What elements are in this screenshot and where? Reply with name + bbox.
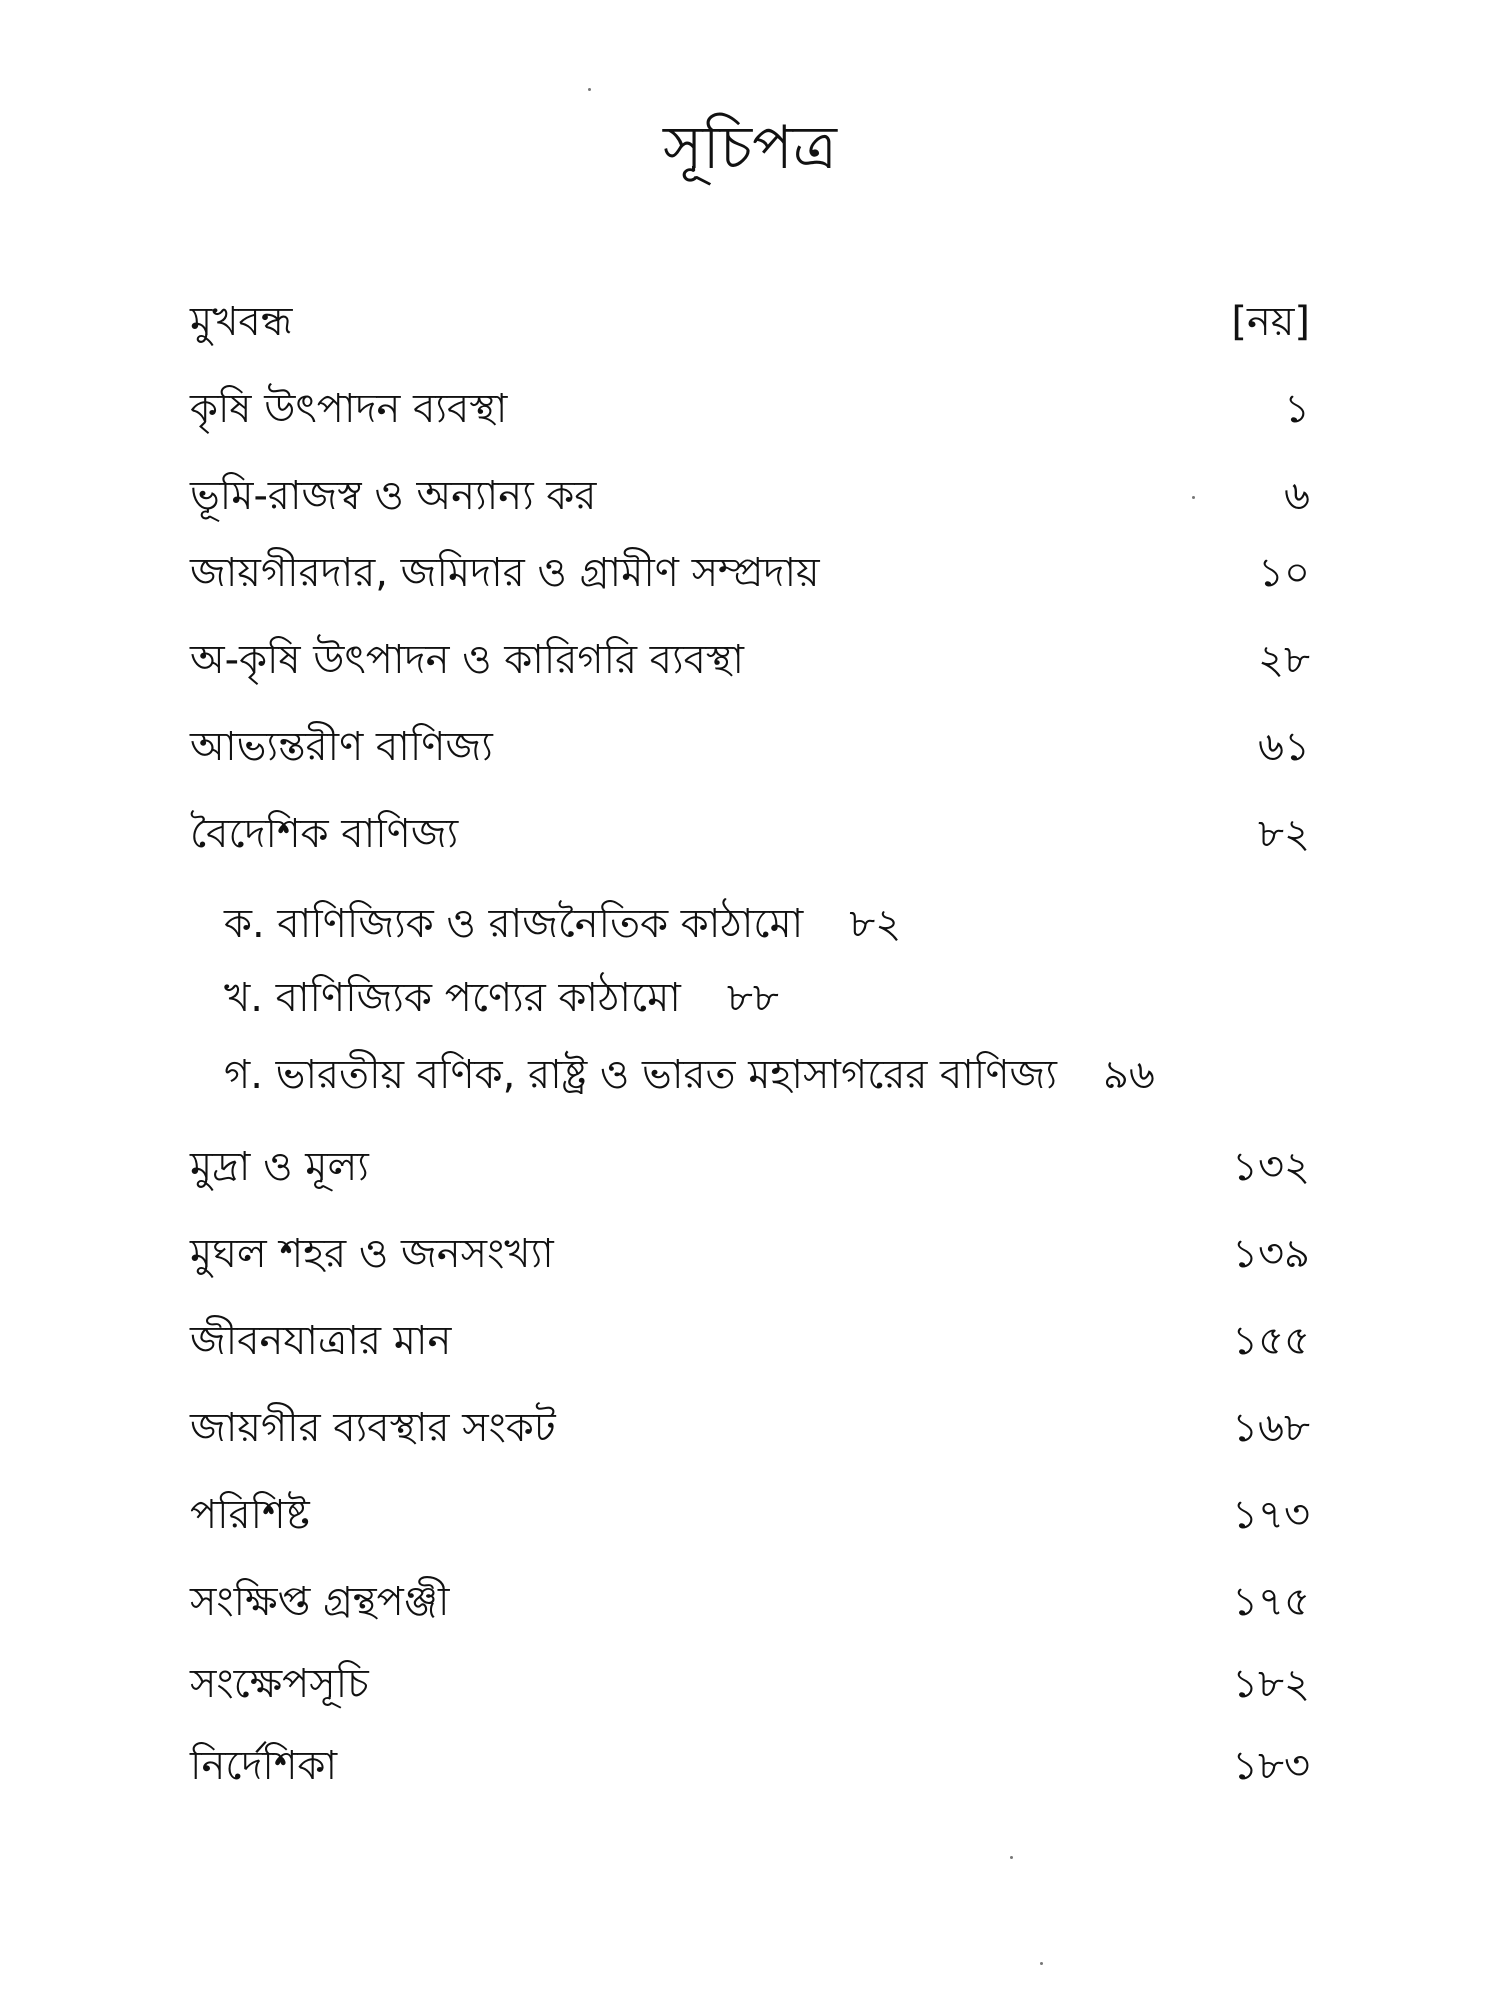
- toc-entry: [190, 1734, 1310, 1798]
- toc-entry-page-number: ১: [1284, 386, 1310, 432]
- toc-subentry-page-number: ৮৮: [726, 975, 779, 1021]
- toc-entry-page-number: ৮২: [1258, 811, 1310, 857]
- toc-entry: [190, 1570, 1310, 1634]
- toc-entry-label: সংক্ষেপসূচি: [190, 1661, 369, 1707]
- toc-entry: [190, 377, 1310, 441]
- paper-speck: [588, 88, 591, 91]
- toc-subentry: [224, 894, 901, 954]
- toc-entry-label: অ-কৃষি উৎপাদন ও কারিগরি ব্যবস্থা: [190, 637, 744, 683]
- toc-entry-page-number: [নয়]: [1231, 299, 1310, 345]
- toc-subentry-page-number: ৮২: [849, 901, 902, 947]
- toc-entry-label: সংক্ষিপ্ত গ্রন্থপঞ্জী: [190, 1579, 450, 1625]
- toc-entry: [190, 1396, 1310, 1460]
- toc-entry-label: মুঘল শহর ও জনসংখ্যা: [190, 1231, 554, 1277]
- toc-entry-page-number: ১৭৫: [1232, 1579, 1310, 1625]
- toc-subentry-page-number: ৯৬: [1102, 1052, 1155, 1098]
- toc-entry-page-number: ১৫৫: [1232, 1318, 1310, 1364]
- toc-entry: [190, 541, 1310, 605]
- toc-entry: [190, 715, 1310, 779]
- toc-entry: [190, 1222, 1310, 1286]
- toc-entry-label: কৃষি উৎপাদন ব্যবস্থা: [190, 386, 508, 432]
- toc-entry-page-number: ১৩৯: [1232, 1231, 1310, 1277]
- toc-entry: [190, 464, 1310, 528]
- toc-subentry-label: গ. ভারতীয় বণিক, রাষ্ট্র ও ভারত মহাসাগরের বাণিজ্য: [224, 1052, 1057, 1098]
- toc-entry-page-number: ১৩২: [1232, 1144, 1310, 1190]
- toc-entry: [190, 802, 1310, 866]
- paper-speck: [1040, 1962, 1043, 1965]
- toc-entry-label: নির্দেশিকা: [190, 1743, 338, 1789]
- toc-entry: [190, 1483, 1310, 1547]
- paper-speck: [1010, 1856, 1013, 1859]
- toc-entry-page-number: ৬: [1283, 473, 1310, 519]
- toc-entry-label: মুদ্রা ও মূল্য: [190, 1144, 369, 1190]
- toc-entry-page-number: ১৮২: [1232, 1661, 1310, 1707]
- toc-entry-label: আভ্যন্তরীণ বাণিজ্য: [190, 724, 493, 770]
- toc-entry-page-number: ১০: [1258, 550, 1310, 596]
- toc-entry-label: জায়গীর ব্যবস্থার সংকট: [190, 1405, 556, 1451]
- toc-entry-page-number: ৬১: [1258, 724, 1310, 770]
- toc-entry-label: মুখবন্ধ: [190, 299, 293, 345]
- toc-entry: [190, 1135, 1310, 1199]
- toc-entry-page-number: ১৬৮: [1232, 1405, 1310, 1451]
- toc-entry: [190, 1309, 1310, 1373]
- paper-speck: [1192, 496, 1195, 499]
- page-title: সূচিপত্র: [663, 113, 837, 183]
- toc-entry-label: জায়গীরদার, জমিদার ও গ্রামীণ সম্প্রদায়: [190, 550, 820, 596]
- toc-subentry-label: ক. বাণিজ্যিক ও রাজনৈতিক কাঠামো: [224, 901, 804, 947]
- toc-entry-label: বৈদেশিক বাণিজ্য: [190, 811, 459, 857]
- toc-entry: [190, 628, 1310, 692]
- toc-entry-label: ভূমি-রাজস্ব ও অন্যান্য কর: [190, 473, 597, 519]
- toc-entry-page-number: ১৭৩: [1232, 1492, 1310, 1538]
- toc-entry-page-number: ২৮: [1258, 637, 1310, 683]
- toc-entry-label: পরিশিষ্ট: [190, 1492, 310, 1538]
- toc-subentry: [224, 968, 779, 1028]
- toc-entry-page-number: ১৮৩: [1232, 1743, 1310, 1789]
- toc-entry: [190, 290, 1310, 354]
- toc-subentry: [224, 1045, 1155, 1105]
- toc-entry-label: জীবনযাত্রার মান: [190, 1318, 452, 1364]
- toc-entry: [190, 1652, 1310, 1716]
- toc-subentry-label: খ. বাণিজ্যিক পণ্যের কাঠামো: [224, 975, 681, 1021]
